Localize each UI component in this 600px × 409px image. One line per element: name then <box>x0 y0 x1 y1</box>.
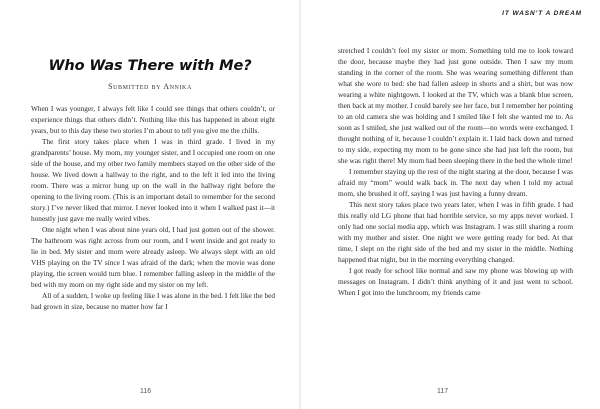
paragraph: The first story takes place when I was in third grade. I lived in my grandparents’ house. My mom, my younger sister, and I occupied one room on one side of the house, and my other two family members stayed on the other side of the house. We lived down a hallway to the right, and to the left it led into the living room. There was a mirror hung up on the wall in the hallway right before the opening to the living room. (This is an important detail to remember for the second story.) I’ve never liked that mirror. I never looked into it when I walked past it—it honestly just gave me really weird vibes. <box>31 137 275 223</box>
paragraph: stretched I couldn’t feel my sister or mom. Something told me to look toward the door, because maybe they had just gone outside. Then I saw my mom standing in the corner of the room. She was wearing something different than what she wore to bed: she had fallen asleep in shorts and a shirt, but was now wearing a white nightgown. I looked at the TV, which was a blank blue screen, then back at my mother. I could barely see her face, but I remember her pointing to an old camera she was holding and I smiled like I felt she wanted me to. As soon as I smiled, she just walked out of the room—no words were exchanged. I thought nothing of it, because I couldn’t explain it. I laid back down and turned to my side, expecting my mom to be gone since she had just left the room, but she was right there! My mom had been sleeping there in the bed the whole time! <box>338 46 573 165</box>
story-title: Who Was There with Me? <box>48 58 252 74</box>
paragraph: I remember staying up the rest of the night staring at the door, because I was afraid my “mom” would walk back in. The next day when I told my actual mom, she brushed it off, saying I was just having a funny dream. <box>338 167 573 198</box>
right-body-text <box>338 45 573 380</box>
running-head: IT WASN’T A DREAM <box>502 10 582 17</box>
right-page <box>300 0 600 409</box>
page-number: 117 <box>437 388 449 395</box>
story-byline: Submitted by Annika <box>108 82 192 91</box>
paragraph: When I was younger, I always felt like I could see things that others couldn’t, or experience things that others didn’t. Nothing like this has happened in about eight years, but to this day these two stories I’m about to tell you give me the chills. <box>31 104 275 135</box>
paragraph: I got ready for school like normal and saw my phone was blowing up with messages on Instagram. I didn’t think anything of it and just went to school. When I got into the lunchroom, my friends came <box>338 266 573 297</box>
paragraph: All of a sudden, I woke up feeling like I was alone in the bed. I felt like the bed had grown in size, because no matter how far I <box>31 291 275 311</box>
paragraph: This next story takes place two years later, when I was in fifth grade. I had this really old LG phone that had horrible service, so my apps never worked. I only had one social media app, which was Instagram. I was still sharing a room with my mother and sister. One night we were getting ready for bed. At that time, I slept on the right side of the bed and my sister in the middle. Nothing happened that night, but in the morning everything changed. <box>338 200 573 264</box>
left-body-text <box>31 103 275 384</box>
page-number: 116 <box>140 388 152 395</box>
paragraph: One night when I was about nine years old, I had just gotten out of the shower. The bathroom was right across from our room, and I went inside and got ready to lie in bed. My sister and mom were already asleep. We always slept with an old VHS playing on the TV since I was afraid of the dark; when the movie was done playing, the screen would turn blue. I remember falling asleep in the middle of the bed with my mom on my right side and my sister on my left. <box>31 225 275 289</box>
